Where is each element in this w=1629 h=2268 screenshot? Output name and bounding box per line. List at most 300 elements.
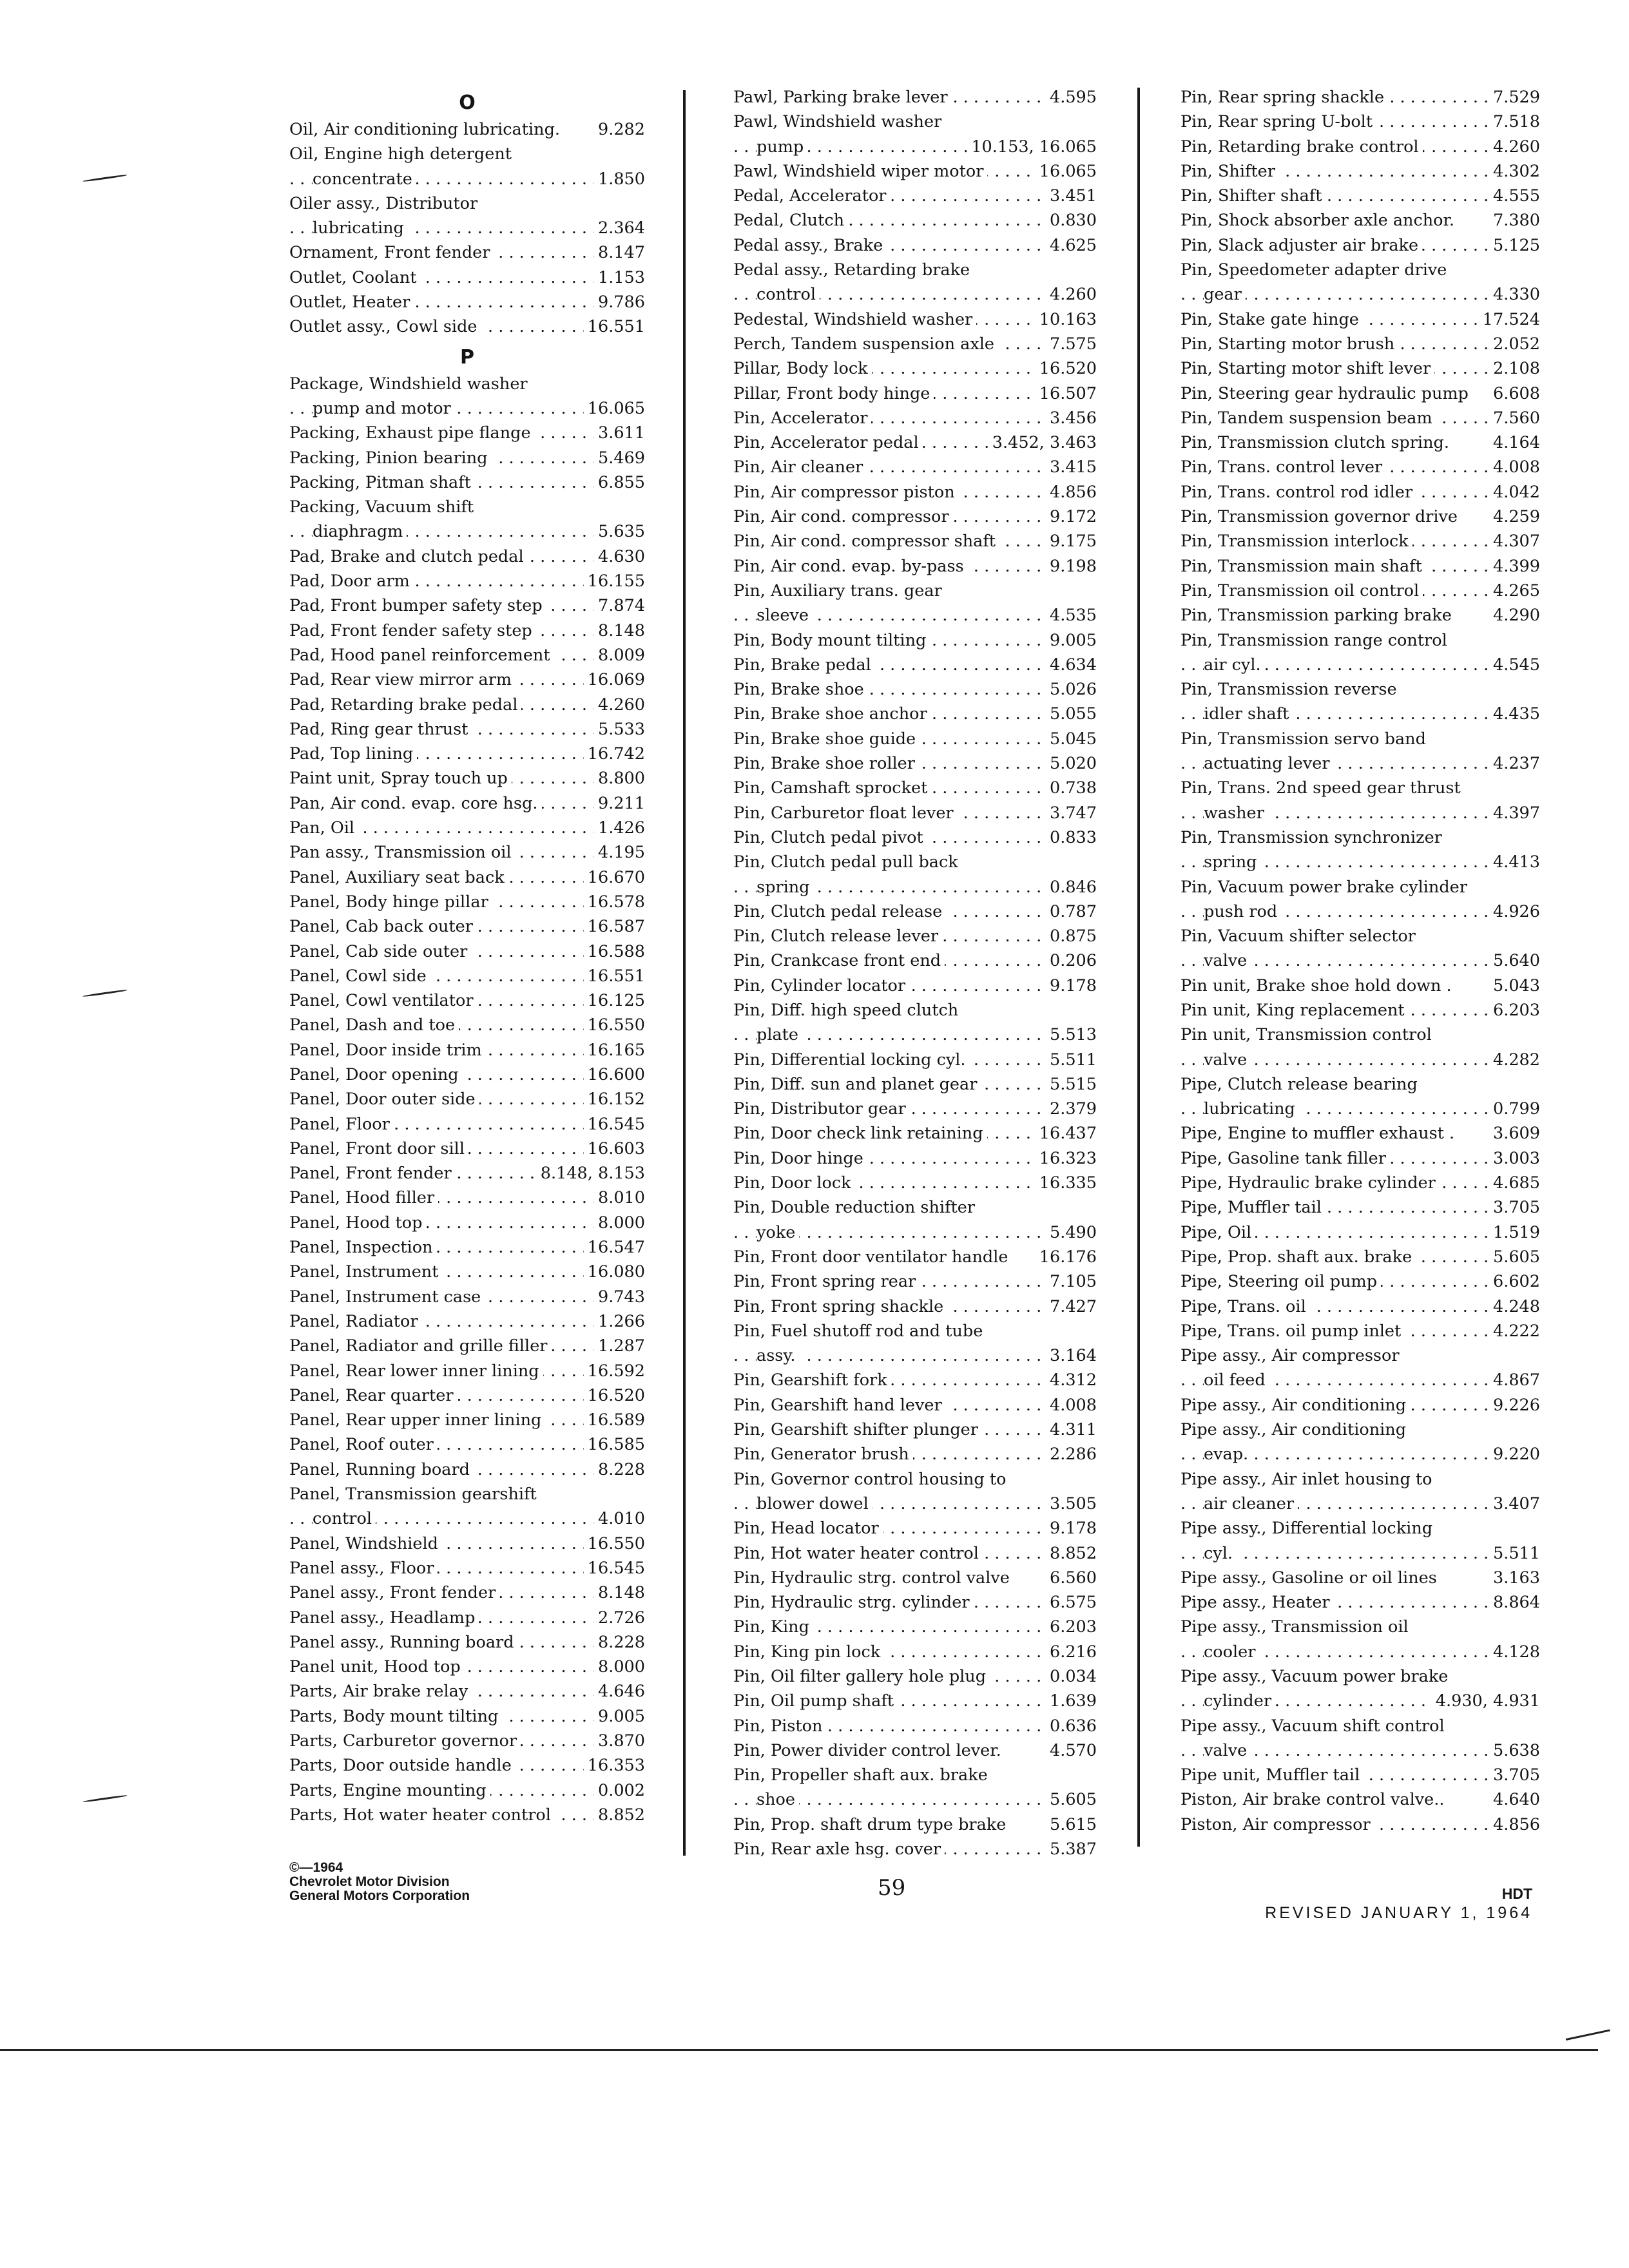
index-entry <box>289 1359 645 1383</box>
entry-term: Panel, Front fender <box>289 1164 456 1183</box>
index-entry <box>289 314 645 339</box>
index-entry <box>733 579 1097 603</box>
index-entry <box>733 480 1097 505</box>
entry-reference: 9.211 <box>594 791 645 816</box>
entry-term: Pin, Steering gear hydraulic pump <box>1181 384 1472 403</box>
index-entry <box>1181 1048 1540 1072</box>
entry-reference: 7.529 <box>1489 85 1540 110</box>
entry-reference: 16.125 <box>584 988 645 1013</box>
entry-term: Oiler assy., Distributor <box>289 194 481 213</box>
entry-reference: 16.587 <box>584 914 645 939</box>
index-entry <box>1181 1541 1540 1566</box>
entry-term: Pad, Retarding brake pedal <box>289 695 521 715</box>
index-entry <box>733 1787 1097 1812</box>
index-entry <box>289 421 645 445</box>
index-entry <box>1181 974 1540 998</box>
index-entry <box>289 1803 645 1827</box>
entry-term: Panel, Hood top <box>289 1213 426 1233</box>
index-entry <box>733 1541 1097 1566</box>
entry-reference: 3.609 <box>1489 1121 1540 1146</box>
entry-reference: 16.520 <box>1036 356 1097 381</box>
entry-term: Panel, Auxiliary seat back <box>289 868 508 887</box>
copyright-block <box>289 1861 470 1903</box>
entry-reference: 10.153, 16.065 <box>967 135 1097 159</box>
entry-term: Pipe assy., Air conditioning <box>1181 1396 1410 1415</box>
entry-term: Pin, Air cond. compressor shaft <box>733 532 999 551</box>
entry-term: Parts, Hot water heater control <box>289 1805 555 1825</box>
entry-term: spring <box>1204 852 1261 872</box>
entry-reference: 16.588 <box>584 939 645 964</box>
index-entry <box>1181 356 1540 381</box>
entry-reference: 9.005 <box>1046 628 1097 653</box>
entry-reference: 3.164 <box>1046 1343 1097 1368</box>
entry-term: Pipe, Trans. oil pump inlet <box>1181 1321 1405 1341</box>
copyright-year: ©—1964 <box>289 1860 343 1875</box>
entry-term: Pin, Trans. control rod idler <box>1181 483 1416 502</box>
index-entry <box>289 117 645 142</box>
entry-term: Panel assy., Headlamp <box>289 1608 479 1628</box>
entry-reference: 16.323 <box>1036 1146 1097 1171</box>
index-entry <box>289 446 645 470</box>
index-entry <box>289 1383 645 1408</box>
entry-reference: 3.452, 3.463 <box>988 430 1097 455</box>
index-entry <box>733 356 1097 381</box>
entry-reference: 3.611 <box>594 421 645 445</box>
entry-term: Pipe assy., Heater <box>1181 1593 1334 1612</box>
index-entry <box>733 603 1097 628</box>
index-entry <box>1181 628 1540 653</box>
index-entry <box>1181 1516 1540 1541</box>
index-entry <box>733 406 1097 430</box>
index-entry <box>289 668 645 692</box>
index-entry <box>733 1245 1097 1269</box>
index-entry <box>289 1186 645 1210</box>
index-entry <box>289 265 645 290</box>
entry-term: Pin, Accelerator pedal <box>733 433 923 452</box>
entry-term: Pipe assy., Vacuum shift control <box>1181 1716 1449 1736</box>
entry-term: Pin, Front spring shackle <box>733 1297 947 1316</box>
entry-reference: 4.926 <box>1489 899 1540 924</box>
index-entry <box>1181 677 1540 702</box>
entry-term: Panel, Rear lower inner lining <box>289 1361 543 1381</box>
entry-reference: 9.786 <box>594 290 645 314</box>
entry-reference: 16.437 <box>1036 1121 1097 1146</box>
entry-term: Panel, Inspection <box>289 1238 437 1257</box>
entry-reference: 9.282 <box>594 117 645 142</box>
scan-mark <box>82 174 128 182</box>
entry-reference: 4.237 <box>1489 751 1540 776</box>
index-entry <box>289 1309 645 1334</box>
entry-reference: 2.108 <box>1489 356 1540 381</box>
index-entry <box>733 1714 1097 1738</box>
index-entry <box>733 1171 1097 1195</box>
index-entry <box>289 1506 645 1531</box>
entry-term: Pin, Oil filter gallery hole plug <box>733 1667 990 1686</box>
entry-term: Pipe unit, Muffler tail <box>1181 1765 1364 1785</box>
entry-term: Pipe, Trans. oil <box>1181 1297 1310 1316</box>
index-entry <box>1181 1368 1540 1392</box>
index-entry <box>1181 1787 1540 1812</box>
index-entry <box>289 216 645 240</box>
entry-term: Pad, Front bumper safety step <box>289 596 546 615</box>
index-entry <box>1181 1689 1540 1713</box>
entry-reference: 16.065 <box>1036 159 1097 184</box>
index-entry <box>1181 1442 1540 1466</box>
revision-block <box>1265 1885 1532 1923</box>
entry-term: valve <box>1204 1050 1251 1070</box>
index-entry <box>1181 455 1540 479</box>
entry-term: Pin, Front spring rear <box>733 1272 920 1291</box>
entry-term: Pin, Trans. 2nd speed gear thrust <box>1181 778 1465 798</box>
entry-term: Panel, Roof outer <box>289 1435 438 1454</box>
entry-term: pump <box>757 137 807 157</box>
index-entry <box>289 1285 645 1309</box>
entry-reference: 16.551 <box>584 964 645 988</box>
entry-reference: 16.578 <box>584 890 645 914</box>
entry-term: Oil, Engine high detergent <box>289 144 516 164</box>
entry-reference: 3.163 <box>1489 1566 1540 1590</box>
index-entry <box>733 1343 1097 1368</box>
index-entry <box>1181 1393 1540 1418</box>
entry-term: Pipe assy., Air compressor <box>1181 1346 1403 1365</box>
entry-term: diaphragm <box>313 522 407 541</box>
entry-term: Panel, Floor <box>289 1115 394 1134</box>
entry-reference: 5.490 <box>1046 1220 1097 1245</box>
index-entry <box>733 85 1097 110</box>
entry-term: Pin, Generator brush <box>733 1445 913 1464</box>
entry-reference: 16.545 <box>584 1556 645 1581</box>
entry-term: Pin, Prop. shaft drum type brake <box>733 1815 1010 1834</box>
index-entry <box>1181 1664 1540 1689</box>
index-entry <box>1181 875 1540 899</box>
index-entry <box>733 1048 1097 1072</box>
entry-reference: 1.266 <box>594 1309 645 1334</box>
entry-term: Panel, Cowl ventilator <box>289 991 477 1010</box>
index-entry <box>1181 381 1540 406</box>
index-entry <box>1181 1343 1540 1368</box>
entry-term: Pin, Oil pump shaft <box>733 1691 898 1711</box>
entry-reference: 4.008 <box>1489 455 1540 479</box>
entry-term: Pin, Auxiliary trans. gear <box>733 581 946 601</box>
index-entry <box>289 1432 645 1457</box>
entry-term: Pin unit, Transmission control <box>1181 1025 1436 1044</box>
entry-reference: 16.065 <box>584 396 645 421</box>
entry-reference: 10.163 <box>1036 307 1097 332</box>
index-entry <box>1181 307 1540 332</box>
entry-reference: 16.176 <box>1036 1245 1097 1269</box>
entry-term: oil feed <box>1204 1370 1269 1390</box>
corporation-name: General Motors Corporation <box>289 1888 470 1903</box>
index-entry <box>1181 159 1540 184</box>
entry-reference: 8.147 <box>594 240 645 265</box>
index-entry <box>289 1211 645 1235</box>
index-entry <box>733 1763 1097 1787</box>
entry-term: evap. <box>1204 1445 1252 1464</box>
entry-term: gear <box>1204 285 1246 304</box>
entry-reference: 9.175 <box>1046 529 1097 553</box>
index-entry <box>1181 727 1540 751</box>
entry-reference: 8.000 <box>594 1211 645 1235</box>
entry-term: Packing, Pinion bearing <box>289 448 492 468</box>
entry-reference: 5.055 <box>1046 702 1097 726</box>
entry-reference: 16.742 <box>584 742 645 766</box>
index-entry <box>733 505 1097 529</box>
index-entry <box>733 776 1097 800</box>
entry-reference: 4.222 <box>1489 1319 1540 1343</box>
entry-reference: 16.335 <box>1036 1171 1097 1195</box>
entry-term: cooler <box>1204 1642 1259 1662</box>
entry-term: sleeve <box>757 606 813 625</box>
index-entry <box>733 1837 1097 1861</box>
entry-term: Panel, Radiator <box>289 1312 422 1331</box>
entry-term: Pipe assy., Transmission oil <box>1181 1617 1412 1637</box>
index-entry <box>1181 1714 1540 1738</box>
index-entry <box>733 332 1097 356</box>
index-entry <box>1181 1738 1540 1763</box>
entry-reference: 7.380 <box>1489 208 1540 233</box>
entry-reference: 4.042 <box>1489 480 1540 505</box>
entry-term: blower dowel <box>757 1494 872 1514</box>
entry-term: Pin, Transmission oil control <box>1181 581 1423 601</box>
entry-reference: 4.302 <box>1489 159 1540 184</box>
index-entry <box>289 396 645 421</box>
entry-reference: 3.505 <box>1046 1492 1097 1516</box>
index-entry <box>289 593 645 618</box>
entry-term: Pillar, Front body hinge <box>733 384 934 403</box>
entry-term: Pan assy., Transmission oil <box>289 843 516 862</box>
entry-term: Pin, Vacuum shifter selector <box>1181 927 1420 946</box>
entry-term: washer <box>1204 803 1268 823</box>
entry-reference: 2.726 <box>594 1606 645 1630</box>
index-entry <box>733 1492 1097 1516</box>
entry-term: Pin, Slack adjuster air brake <box>1181 236 1422 255</box>
entry-term: Pedal assy., Retarding brake <box>733 260 974 280</box>
index-entry <box>1181 332 1540 356</box>
entry-reference: 6.560 <box>1046 1566 1097 1590</box>
section-letter: P <box>460 345 474 369</box>
index-entry <box>1181 603 1540 628</box>
index-entry <box>733 1023 1097 1047</box>
entry-term: Pin, Door hinge <box>733 1149 867 1168</box>
index-entry <box>289 1606 645 1630</box>
index-entry <box>733 899 1097 924</box>
entry-reference: 0.787 <box>1046 899 1097 924</box>
entry-reference: 4.685 <box>1489 1171 1540 1195</box>
index-entry <box>289 1013 645 1037</box>
entry-term: Panel, Hood filler <box>289 1188 438 1207</box>
index-entry <box>733 110 1097 134</box>
entry-reference: 4.625 <box>1046 233 1097 258</box>
entry-term: Pin, Hydraulic strg. cylinder <box>733 1593 974 1612</box>
entry-reference: 16.069 <box>584 668 645 692</box>
entry-reference: 16.520 <box>584 1383 645 1408</box>
index-entry <box>1181 948 1540 973</box>
entry-term: Pin, Clutch pedal pivot <box>733 828 927 847</box>
entry-term: Pin unit, Brake shoe hold down . <box>1181 976 1456 995</box>
index-entry <box>1181 282 1540 307</box>
entry-term: Pin, Starting motor shift lever <box>1181 359 1434 378</box>
index-entry <box>289 816 645 840</box>
entry-reference: 9.226 <box>1489 1393 1540 1418</box>
entry-term: Pedal assy., Brake <box>733 236 887 255</box>
index-entry <box>289 544 645 569</box>
entry-term: Pin, Rear axle hsg. cover <box>733 1840 945 1859</box>
entry-reference: 2.379 <box>1046 1097 1097 1121</box>
entry-reference: 5.615 <box>1046 1812 1097 1837</box>
entry-term: Pin, Governor control housing to <box>733 1470 1010 1489</box>
revision-date: REVISED JANUARY 1, 1964 <box>1265 1904 1532 1922</box>
entry-term: idler shaft <box>1204 704 1293 724</box>
entry-reference: 5.125 <box>1489 233 1540 258</box>
index-entry <box>733 948 1097 973</box>
entry-reference: 8.148 <box>594 619 645 643</box>
index-entry <box>733 628 1097 653</box>
index-entry <box>1181 1763 1540 1787</box>
index-entry <box>733 1640 1097 1664</box>
entry-reference: 2.286 <box>1046 1442 1097 1466</box>
entry-reference: 16.080 <box>584 1260 645 1284</box>
index-entry <box>1181 135 1540 159</box>
entry-reference: 4.195 <box>594 840 645 865</box>
index-entry <box>1181 1418 1540 1442</box>
entry-term: Pipe, Steering oil pump <box>1181 1272 1381 1291</box>
column-divider <box>683 90 686 1856</box>
scan-mark <box>82 1794 128 1803</box>
entry-term: Pin, Rear spring U-bolt <box>1181 112 1376 131</box>
entry-term: Pin, Brake shoe <box>733 680 868 699</box>
index-entry <box>289 1334 645 1358</box>
entry-term: Package, Windshield washer <box>289 374 532 394</box>
index-entry <box>1181 751 1540 776</box>
entry-reference: 8.148 <box>594 1581 645 1605</box>
entry-term: Pin, Crankcase front end <box>733 951 945 970</box>
entry-term: cylinder <box>1204 1691 1275 1711</box>
index-entry <box>1181 801 1540 825</box>
entry-term: Panel, Door inside trim <box>289 1041 486 1060</box>
entry-reference: 4.856 <box>1046 480 1097 505</box>
entry-term: Pin, Front door ventilator handle <box>733 1247 1012 1267</box>
index-entry <box>289 290 645 314</box>
entry-term: Panel, Door opening <box>289 1065 463 1084</box>
index-entry <box>733 1590 1097 1615</box>
index-entry <box>289 1161 645 1186</box>
entry-reference: 16.152 <box>584 1087 645 1111</box>
entry-reference: 9.198 <box>1046 554 1097 579</box>
index-entry <box>289 1457 645 1482</box>
entry-term: Pawl, Windshield wiper motor <box>733 162 987 181</box>
entry-term: spring <box>757 878 814 897</box>
entry-reference: 16.670 <box>584 865 645 890</box>
entry-term: Pipe assy., Differential locking <box>1181 1519 1436 1538</box>
entry-term: Piston, Air brake control valve.. <box>1181 1790 1448 1809</box>
index-entry <box>289 890 645 914</box>
index-entry <box>1181 85 1540 110</box>
index-entry <box>289 988 645 1013</box>
index-entry <box>289 1137 645 1161</box>
entry-reference: 8.852 <box>594 1803 645 1827</box>
index-entry <box>1181 406 1540 430</box>
scan-mark <box>82 989 128 997</box>
entry-term: Pipe, Engine to muffler exhaust . <box>1181 1124 1458 1143</box>
index-column-1 <box>289 85 645 1827</box>
entry-reference: 5.515 <box>1046 1072 1097 1097</box>
entry-reference: 3.705 <box>1489 1195 1540 1220</box>
index-entry <box>289 1482 645 1506</box>
entry-reference: 16.165 <box>584 1038 645 1062</box>
index-entry <box>289 840 645 865</box>
entry-term: Pin, Rear spring shackle <box>1181 88 1388 107</box>
entry-term: Pin, Piston <box>733 1716 826 1736</box>
index-entry <box>1181 1294 1540 1319</box>
entry-term: Pin, King pin lock <box>733 1642 884 1662</box>
index-entry <box>289 1408 645 1432</box>
entry-reference: 16.547 <box>584 1235 645 1260</box>
index-entry <box>1181 1195 1540 1220</box>
entry-reference: 4.535 <box>1046 603 1097 628</box>
index-entry <box>733 1097 1097 1121</box>
entry-reference: 1.639 <box>1046 1689 1097 1713</box>
index-entry <box>733 1319 1097 1343</box>
index-entry <box>289 914 645 939</box>
entry-reference: 7.575 <box>1046 332 1097 356</box>
entry-term: Pipe assy., Vacuum power brake <box>1181 1667 1452 1686</box>
index-entry <box>733 1269 1097 1294</box>
index-entry <box>1181 579 1540 603</box>
entry-reference: 16.545 <box>584 1112 645 1137</box>
entry-reference: 5.635 <box>594 519 645 544</box>
entry-term: Parts, Engine mounting <box>289 1781 490 1800</box>
entry-reference: 2.364 <box>594 216 645 240</box>
entry-reference: 16.507 <box>1036 381 1097 406</box>
index-entry <box>733 924 1097 948</box>
index-entry <box>289 693 645 717</box>
entry-term: Panel, Rear upper inner lining <box>289 1410 545 1430</box>
index-entry <box>289 142 645 166</box>
entry-reference: 7.518 <box>1489 110 1540 134</box>
entry-reference: 4.260 <box>1489 135 1540 159</box>
index-entry <box>1181 1615 1540 1639</box>
entry-term: Pillar, Body lock <box>733 359 872 378</box>
entry-term: Pad, Hood panel reinforcement <box>289 646 554 665</box>
index-entry <box>289 1679 645 1704</box>
index-entry <box>733 1121 1097 1146</box>
index-entry <box>1181 1245 1540 1269</box>
entry-term: Pin, Door lock <box>733 1173 855 1193</box>
index-entry <box>733 1393 1097 1418</box>
entry-reference: 4.008 <box>1046 1393 1097 1418</box>
index-entry <box>733 381 1097 406</box>
entry-term: Pin, Door check link retaining <box>733 1124 987 1143</box>
index-entry <box>733 727 1097 751</box>
index-entry <box>733 1467 1097 1492</box>
entry-term: air cyl. <box>1204 655 1265 675</box>
index-entry <box>1181 1023 1540 1047</box>
entry-reference: 8.009 <box>594 643 645 668</box>
index-entry <box>733 850 1097 874</box>
entry-reference: 4.259 <box>1489 505 1540 529</box>
index-entry <box>733 455 1097 479</box>
entry-reference: 16.592 <box>584 1359 645 1383</box>
entry-reference: 8.228 <box>594 1457 645 1482</box>
index-entry <box>733 751 1097 776</box>
entry-term: Panel unit, Hood top <box>289 1657 465 1677</box>
index-entry <box>1181 998 1540 1023</box>
index-entry <box>1181 1269 1540 1294</box>
index-entry <box>1181 1590 1540 1615</box>
entry-term: pump and motor <box>313 399 455 418</box>
entry-term: Pin, Tandem suspension beam <box>1181 408 1436 428</box>
entry-reference: 0.875 <box>1046 924 1097 948</box>
